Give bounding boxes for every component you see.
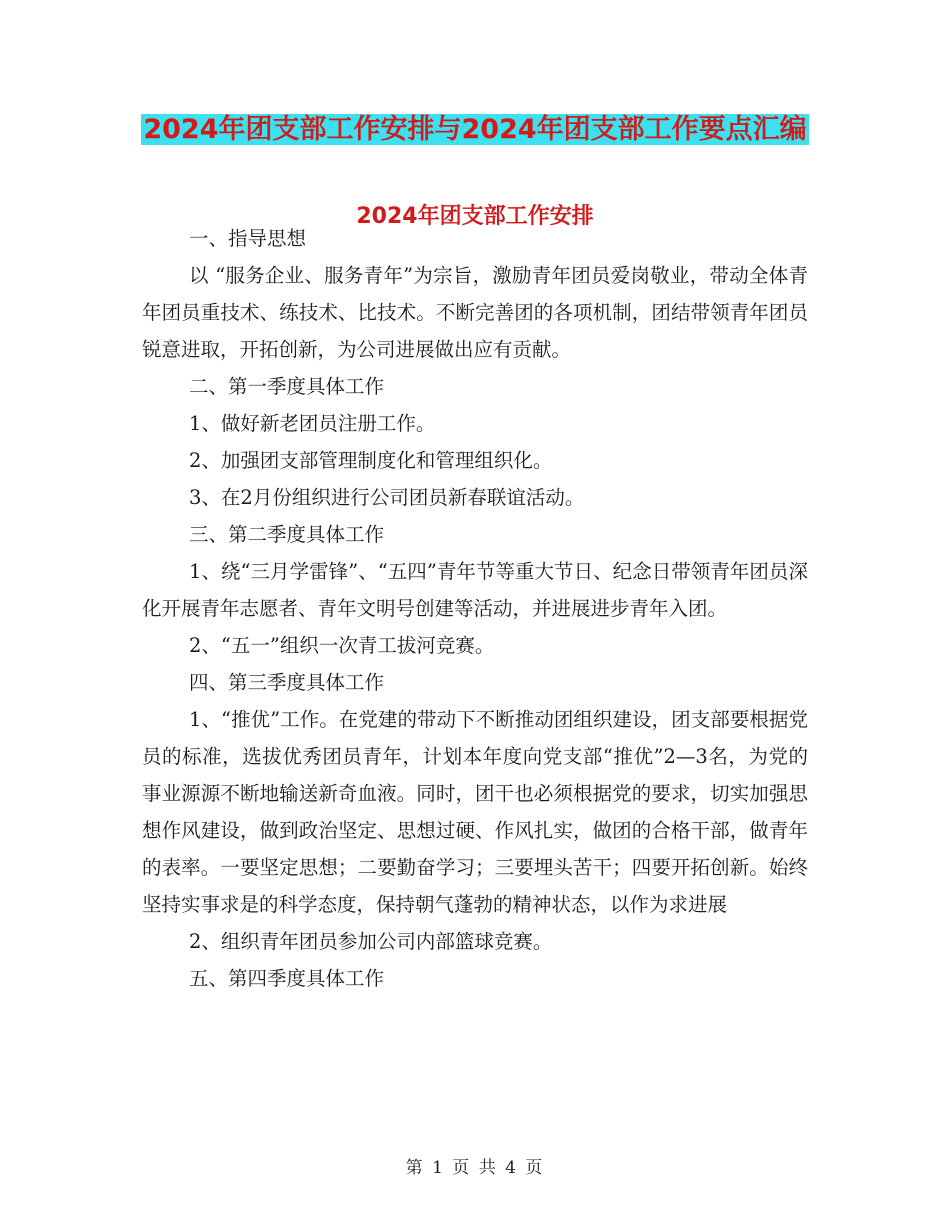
heading-q4: 五、第四季度具体工作 xyxy=(189,967,385,990)
list-item-q1-3: 3、在2月份组织进行公司团员新春联谊活动。 xyxy=(189,486,585,509)
paragraph-guiding-ideology: 以 “服务企业、服务青年”为宗旨，激励青年团员爱岗敬业，带动全体青年团员重技术、练技术、比技术。不断完善团的各项机制，团结带领青年团员锐意进取，开拓创新，为公司进展做出应有贡献。 xyxy=(142,264,808,361)
heading-q3: 四、第三季度具体工作 xyxy=(189,671,385,694)
section-title: 2024年团支部工作安排 xyxy=(356,204,594,229)
document-title-text: 2024年团支部工作安排与2024年团支部工作要点汇编 xyxy=(143,114,807,145)
heading-q1: 二、第一季度具体工作 xyxy=(189,375,385,398)
list-item-q2-1: 1、绕“三月学雷锋”、“五四”青年节等重大节日、纪念日带领青年团员深化开展青年志愿者、青年文明号创建等活动，并进展进步青年入团。 xyxy=(142,560,808,620)
heading-guiding-ideology: 一、指导思想 xyxy=(189,227,307,250)
list-item-q1-2: 2、加强团支部管理制度化和管理组织化。 xyxy=(189,449,553,472)
document-body xyxy=(142,220,808,997)
list-item-q1-1: 1、做好新老团员注册工作。 xyxy=(189,412,436,435)
document-title xyxy=(0,110,950,150)
list-item-q3-1: 1、“推优”工作。在党建的带动下不断推动团组织建设，团支部要根据党员的标准，选拔优秀团员青年，计划本年度向党支部“推优”2—3名，为党的事业源源不断地输送新奇血液。同时，团干也必须根据党的要求，切实加强思想作风建设，做到政治坚定、思想过硬、作风扎实，做团的合格干部，做青年的表率。一要坚定思想；二要勤奋学习；三要埋头苦干；四要开拓创新。始终坚持实事求是的科学态度，保持朝气蓬勃的精神状态，以作为求进展 xyxy=(142,708,808,916)
page-footer: 第 1 页 共 4 页 xyxy=(405,1158,545,1178)
list-item-q2-2: 2、“五一”组织一次青工拔河竞赛。 xyxy=(189,634,495,657)
heading-q2: 三、第二季度具体工作 xyxy=(189,523,385,546)
list-item-q3-2: 2、组织青年团员参加公司内部篮球竞赛。 xyxy=(189,930,553,953)
